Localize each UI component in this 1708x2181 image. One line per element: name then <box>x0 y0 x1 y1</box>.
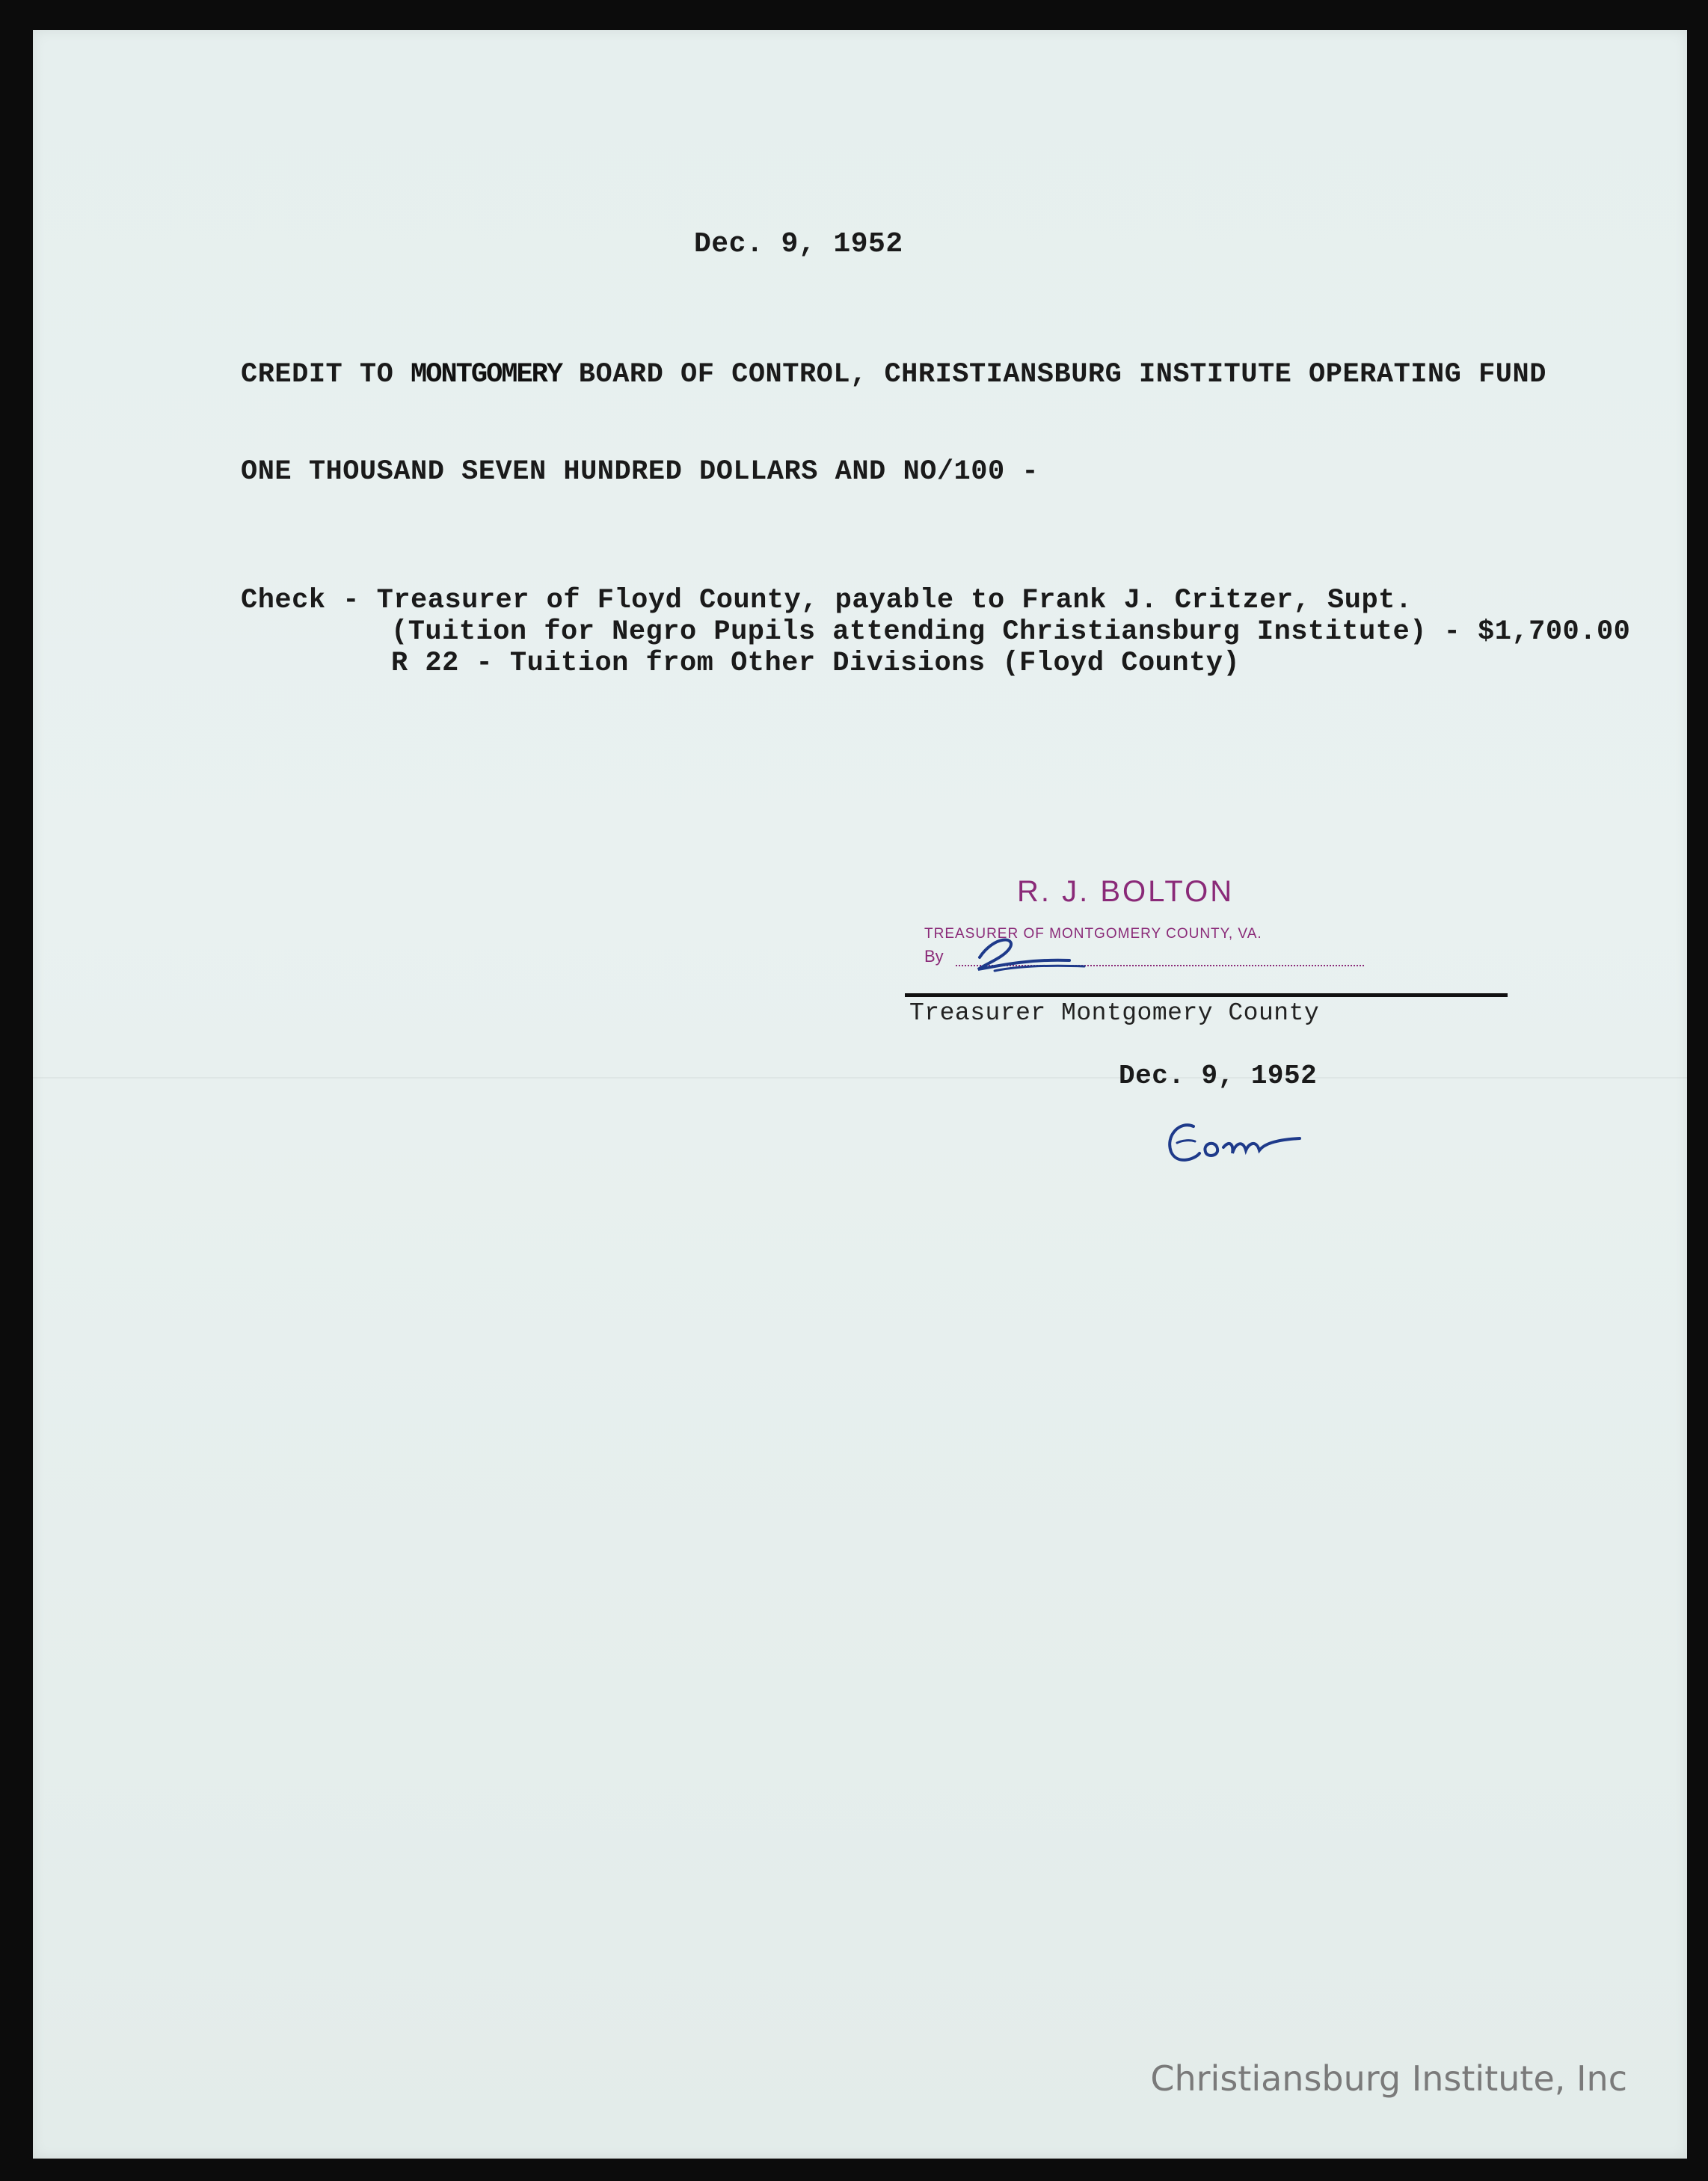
watermark-text: Christiansburg Institute, Inc <box>1150 2058 1627 2099</box>
signature-rule <box>905 993 1508 997</box>
stamp-by-label: By <box>924 947 944 966</box>
check-line-3: R 22 - Tuition from Other Divisions (Floyd County) <box>391 648 1241 679</box>
paper-fold-line <box>33 1077 1687 1079</box>
signature-date: Dec. 9, 1952 <box>1119 1061 1318 1091</box>
document-date: Dec. 9, 1952 <box>694 228 903 260</box>
check-line-1: Check - Treasurer of Floyd County, payable to Frank J. Critzer, Supt. <box>241 585 1413 616</box>
credit-line <box>241 359 1546 390</box>
credit-suffix: BOARD OF CONTROL, CHRISTIANSBURG INSTITUTE OPERATING FUND <box>562 359 1546 390</box>
stamp-title: TREASURER OF MONTGOMERY COUNTY, VA. <box>924 926 1262 942</box>
handwritten-signature <box>965 927 1099 980</box>
credit-prefix: CREDIT TO <box>241 359 411 390</box>
stamp-name: R. J. BOLTON <box>1017 875 1235 908</box>
amount-in-words: ONE THOUSAND SEVEN HUNDRED DOLLARS AND NO/100 - <box>241 456 1039 488</box>
check-line-2: (Tuition for Negro Pupils attending Christiansburg Institute) - $1,700.00 <box>391 616 1631 648</box>
handwritten-initials <box>1158 1110 1322 1177</box>
signature-caption: Treasurer Montgomery County <box>909 999 1320 1027</box>
struck-out-word: MONTGOMERY <box>411 359 562 390</box>
document-page <box>33 30 1687 2159</box>
